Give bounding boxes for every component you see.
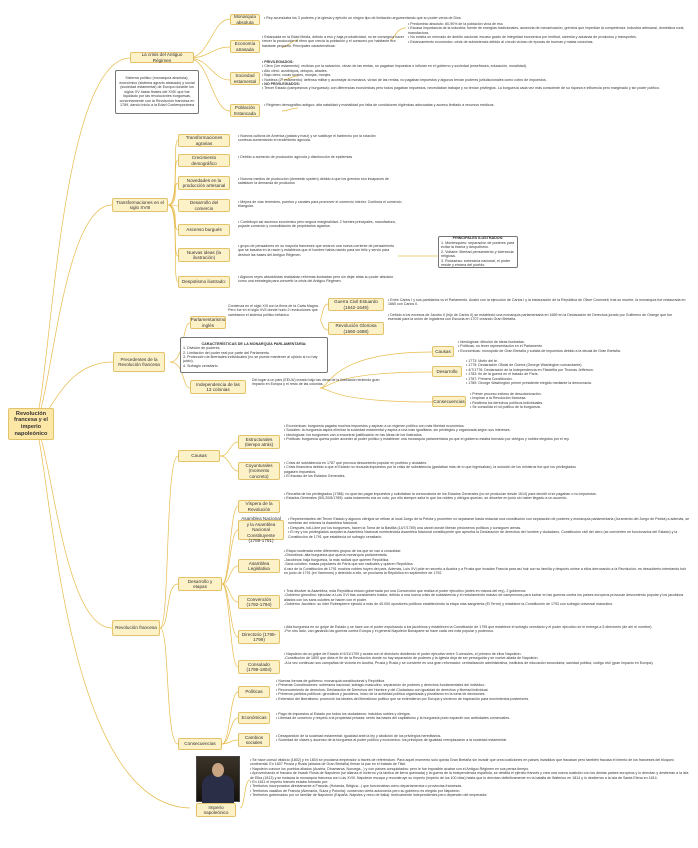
population-node[interactable]: Población Estancada [230, 104, 260, 117]
rev-causes-node[interactable]: Causas [178, 450, 220, 462]
stage-directory-node[interactable]: Directorio (1795-1799) [238, 630, 280, 644]
stage-consulate-text: • Napoleón da un golpe de Estado el 9/11/1799 y acaba con el directorio dividiendo el poder ejecutivo entre 3 cónsules, el primero de ellos Napoleón. -Constitución de 1800 que dicta el fin de la Revolución donde no hay separación de poderes y la Iglesia deja de ser perseguida y se vuelve aliada de Napoleón. -A la vez continúan sus campañas de victoria en Austria, Prusia y Rusia y se convierte en una gran reformador: centralización administrativa, institutos de educación secundaria, sanidad pública, código civil (gran impacto en Europa). [284, 652, 654, 665]
bourgeois-text: • Contribuyó así ascenso económico pero seguía marginalidad: 2 fuentes principales, manufactura, pujante comercio y consolidación de propietarios agrarios. [238, 220, 396, 229]
philosophers-box: PRINCIPALES ILUSTRADOS: 1. Montesquieu: separación de poderes para evitar la tiranía y despotismo. 2. Voltaire: libertad pensamiento y tolerancia religiosa. 3. Rousseau: soberanía nacional, el poder reside y emana del pueblo. [438, 236, 518, 268]
despotism-text: • Algunos reyes absolutistas realizaban reformas ilustradas pero sin dejar atrás su poder absoluto como una estrategia para convertir la crisis del Antiguo Régimen. [238, 275, 394, 284]
empire-node[interactable]: Imperio napoleónico [196, 803, 236, 817]
usa-causes-node[interactable]: Causas [432, 346, 454, 357]
stage-eve-node[interactable]: Víspera de la Revolución [238, 500, 280, 513]
political-text: • Nuevas formas de gobierno: monarquía constitucional y República. • Primeras Constituciones: soberanía nacional, sufragio masculino, separación de poderes y derechos fundamentales del individuo. • Reconocimiento de derechos: Declaración de Derechos del Hombre y del Ciudadano con igualdad de derechos y libertad individual. • Primeros partidos políticos: girondinos y jacobinos, inicio de la actividad política organizada y pluralismo en la toma de decisiones. • Extensión del liberalismo: promovió los ideales del liberalismo político que se extendieron por Europa y sirvieron de inspiración para movimientos posteriores. [276, 679, 530, 701]
artisan-text: • Nuevos medios de producción (domestic system) debido a que los gremios son incapaces de satisfacer la demanda de productos [238, 177, 389, 186]
usa-consequences-text: • Primer proceso exitoso de descolonización. • Inspiran a la Revolución francesa. • Reafirma los derechos políticos individuales. • Se consolida el rol político de la burguesía. [470, 392, 544, 410]
root-topic[interactable]: Revolución francesa y el imperio napoleónico [8, 408, 54, 440]
stage-legislative-node[interactable]: Asamblea Legislativa [238, 559, 280, 573]
demographic-node[interactable]: Crecimiento demográfico [178, 154, 230, 167]
demographic-text: • Debido a aumento de producción agrícola y disminución de epidemias [238, 155, 353, 159]
stage-convention-node[interactable]: Convención (1792-1794) [238, 595, 280, 609]
economy-features: • Predominio absoluto: 80-90% de la población vivía de eso • Escasa importancia de la industria; fuente de energías tradicionales, ausencia de mecanización, gremios que impedían la competencia. Industria artesanal, doméstica rural, manufactura. • No existía un mercado de ámbito nacional: escaso grado de integridad económica por lentitud, carestía y aduanas de productos y transportes. • Estancamiento económico: crisis de subsistencia debido al círculo vicioso de épocas de buenas y malas cosechas. [408, 22, 685, 44]
conjunctural-text: • Crisis de subsistencia en 1787 que provoca descontento popular en pueblos y ciudades. • Crisis financiera debido a que el Estado no recauda impuestos por la crisis de subsistencia (gastaban más de lo que ingresaban), la solución de los ministros fue que los privilegiados pagasen impuestos. • El fracaso de los Estados Generales. [284, 461, 576, 479]
social-changes-node[interactable]: Cambios sociales [238, 733, 270, 747]
revolution-node[interactable]: Revolución francesa [112, 620, 160, 636]
stage-directory-text: • Alta burguesía en un golpe de Estado y se hace con el poder expulsando a los jacobinos y establecen la Constitución de 1795 que establece el sufragio censitario y el poder ejecutivo se le entrega a 5 directores (de ahí el nombre). -Por otro lado, van ganando las guerras contra Europa y el general Napoleón Bonaparte se hace cada vez más popular y poderoso. [284, 625, 653, 634]
usa-text: Dió lugar a un país (EEUU) creado bajo las ideas de la ilustración teniendo gran impacto en Europa y el resto de las colonias. [252, 378, 380, 387]
rev-development-node[interactable]: Desarrollo y etapas [178, 577, 222, 591]
society-node[interactable]: Sociedad estamental [230, 72, 260, 85]
stage-eve-text: • Revuelta de los privilegiados (1788): no querían pagar impuestos y solicitaban la convocatoria de los Estados Generales (no se producían desde 1614) para decidir si se pagaban o no impuestos. • Estados Generales (5/5-20/6/1789): cada estamento era un voto, por ello siempre salía lo que los nobles y clérigos querían, se disuelve en junio sin haber llegado a un acuerdo. [284, 492, 597, 501]
rev-consequences-node[interactable]: Consecuencias [178, 738, 222, 750]
usa-development-text: • 1773: Motín del té. • 1775: Declaración Oficial de Guerra (George Washington comandante). • 4/7/1776: Declaración de la Independencia en Filadelfia por Thomas Jefferson. • 1783: fin de la guerra en el tratado de París. • 1787: Primera Constitución. • 1789: George Washington primer presidente elegido mediante la democracia. [466, 359, 594, 385]
agrarian-node[interactable]: Transformaciones agrarias [178, 134, 230, 147]
precedents-node[interactable]: Precedentes de la Revolución francesa [113, 352, 165, 372]
economic-node[interactable]: Económicas [238, 712, 270, 724]
stage-assembly-node[interactable]: Asamblea Nacional y la Asamblea Nacional Constituyente (1789-1791) [238, 520, 284, 540]
bourgeois-node[interactable]: Ascenso burgués [178, 224, 230, 236]
economy-node[interactable]: Economía atrasada [230, 40, 260, 53]
monarchy-node[interactable]: Monarquía absoluta [230, 14, 260, 25]
agrarian-text: • Nuevos cultivos de América (patata y maíz) y se sustituye el barbecho por la rotación continua aumentando el rendimiento agrícola. [238, 134, 376, 143]
parliamentarism-node[interactable]: Parlamentarismo inglés [190, 317, 226, 328]
glorious-text: • Debido a los excesos de Jacobo II (hijo de Carlos II) se estableció una monarquía parlamentaria en 1689 en la Declaración de Derechos jurado por Guillermo de Orange que fue esencial para la unión de Inglaterra con Escocia en 1707 creando Gran Bretaña. [388, 313, 673, 322]
economic-text: • Pago de impuestos al Estado por todos los ciudadanos: incluidos nobles y clérigos. • Libertad de comercio y respeto a la propiedad privada: sentó las bases del capitalismo y la burguesía pudo expandir sus actividades comerciales. [276, 712, 510, 721]
transformations-node[interactable]: Transformaciones en el siglo XVIII [112, 198, 168, 212]
stage-assembly-text: • Representantes del Tercer Estado y algunos clérigos se retiran al local Juego de la Pelota y prometen no separarse hasta redactar una constitución con separación de poderes y monarquía parlamentaria (Juramento del Juego de Pelota) a además, se nombran así mismos la Asamblea Nacional. • Después, toll-Libre por los burgueses, hacen la Toma de la Bastilla (14/7/1789) una cárcel donde liberan prisioneros políticos y consiguen armas. • El rey y los privilegiados aceptan la Asamblea Nacional nombrándola Asamblea Nacional constituyente que aprueba la Declaración de derechos del hombre y ciudadano, Constitución civil del clero (se convierten en funcionarios del Estado) y la Constitución de 1791 que establecía un sufragio censitario. [288, 517, 690, 539]
stage-convention-text: • Tras disolver la Asamblea, esta República estuvo gobernada por una Convención que realiza el poder ejecutivo (antes en manos del rey), 2 gobiernos: -Gobierno girondino: ejecutan a Luis XVI tras considerarlo traidor, debido a una nueva crisis de subsistencia y el reclutamiento masivo de campesinos para luchar en las guerras contra los países europeos provocan descontento popular y los jacobinos aliados con los sans culottes se hacen con el poder. -Gobierno Jacobino: su líder Robespierre ejecutó a más de 40.000 opositores políticos estableciendo la etapa más sangrienta (El Terror) y establece la Constitución de 1793 con sufragio universal masculino. [284, 589, 684, 607]
civil-war-text: • Entre Carlos I y sus partidarios vs el Parlamento. Acabó con la ejecución de Carlos I y la instauración de la República de Oliver Cromwell; tras su muerte, la monarquía fue restaurada en 1660 con Carlos II. [388, 298, 686, 307]
monarchy-text: • Rey acumulaba los 3 poderes y la iglesia y ejércitó un ningún tipo de limitación argumentando que su poder venía de Dios. [264, 16, 462, 20]
social-changes-text: • Desaparición de la sociedad estamental: igualdad ante la ley y abolición de los privilegios hereditarios. • Sociedad de clases y ascenso de la burguesía al poder político y económico: los principios de igualdad reemplazaron a la sociedad estamental. [276, 734, 507, 743]
usa-development-node[interactable]: Desarrollo [432, 366, 462, 377]
enlightenment-node[interactable]: Nuevas ideas (la ilustración) [178, 248, 230, 262]
structural-node[interactable]: Estructurales (tiempo atrás) [238, 435, 280, 449]
parliamentarism-text: Comienza en el siglo XIII con la firma de la Carta Magna. Pero fue en el siglo XVII donde hubo 2 revoluciones que cambiaron el sistema político británico [228, 304, 319, 317]
usa-causes-text: • Ideológicas: difusión de ideas ilustradas. • Políticas: no tener representación en el Parlamento • Económicas: monopolio de Gran Bretaña y subida de impuestos debido a la deuda de Gran Bretaña. [458, 340, 621, 353]
political-node[interactable]: Políticas [238, 686, 270, 698]
napoleon-portrait [196, 756, 240, 802]
civil-war-node[interactable]: Guerra Civil Estuardo (1642-1649) [328, 298, 384, 311]
society-text: • PRIVILEGIADOS: • Clero (1er estamento): recibían por la salvación, vivían de las rentas, no pagaban impuestos e influían en el gobierno y sociedad (enseñanza, educación, moralidad). • Alto clero: arzobispos, obispos, abades. • Bajo clero: curas rurales, monjas, monjes. • Nobleza (2º estamento): defensa militar y aconsejar al monarca, vivían de las rentas, no pagaban impuestos y algunos tenían poderes jurisdiccionales como cobro de impuestos. • NO PRIVILEGIADOS: • Tercer Estado (campesinos y burguesía): con diferencias económicas pero todos pagaban impuestos, necesitaban trabajar y no tenían privilegios. La burguesía cada vez más consciente de su riqueza e influencia pero marginado y sin poder político. [262, 60, 660, 91]
stage-legislative-text: • Etapa moderada entre diferentes grupos de los que se van a consolidar: -Girondinos: alta burguesía que quería monarquía parlamentaria. -Jacobinos: baja burguesía, la más radical que quieren República. -Sans culottes: masas populares de París que son radicales y quieren República. A raíz de la Constitución de 1791 muchos nobles huyen del país. Además, Luis XVI pide en secreto a Austria y a Prusia que invadan Francia para así huir con su familia y después unirse a ellos derrocando a la Revolución, es descubierto intentando huir en junio de 1791 (en Varennes) y detenido a ello, se proclama la República en septiembre de 1792. [284, 549, 687, 575]
conjunctural-node[interactable]: Coyunturales (momento concreto) [238, 462, 280, 480]
commerce-node[interactable]: Desarrollo del comercio [178, 199, 230, 212]
parliamentary-characteristics: CARACTERÍSTICAS DE LA MONARQUÍA PARLAMENTARIA: 1. División de poderes. 2. Limitación del poder real por parte del Parlamento. 3. Protección de libertades individuales (no se puede mantener al ojiricto si no hay juicio). 4. Sufragio censitario [180, 337, 328, 373]
enlightenment-text: • grupo de pensadores en su mayoría franceses que crearon una nueva corriente de pensamiento que se basaba en la razón y establecía que el hombre había nacido para ser feliz y servió para destruir las bases del Antiguo Régimen. [238, 244, 395, 257]
stage-consulate-node[interactable]: Consulado (1799-1804) [238, 660, 280, 674]
economy-text: • Estancada en la Edad Media, debido a eso y baja productividad, no se conseguía hacer crecer la producción al ritmo que crecía la población y el consumo por habitante era bastante pequeño. Principales características: [262, 35, 405, 48]
glorious-node[interactable]: Revolución Gloriosa (1660-1688) [328, 322, 384, 335]
crisis-definition: Sistema político (monarquía absoluta), económico (sistema agrario atrasado) y social (sociedad estamental) de Europa durante los siglos XV hasta finales del XVIII que fue liquidado por las revoluciones burguesas, concretamente con la Revolución francesa en 1789, dando inicio a la Edad Contemporánea [115, 70, 199, 114]
usa-node[interactable]: Independencia de las 13 colonias [190, 380, 246, 394]
crisis-node[interactable]: La crisis del Antiguo Régimen [130, 52, 194, 63]
despotism-node[interactable]: Despotismo ilustrado: [178, 276, 230, 288]
population-text: • Régimen demográfico antiguo: alta natalidad y mortalidad por falta de condiciones higiénicas adecuadas y acceso limitado a recursos médicos. [264, 103, 495, 107]
structural-text: • Económicas: burguesía pagaba muchos impuestos y aspiran a un régimen político con más libertad económica. • Sociales: la burguesía aspira eliminar la sociedad estamental y aspira a una más igualitaria, sin privilegios y organizada según sus intereses. • Ideológicas: los burgueses van a encontrar justificación en las ideas de los ilustrados. • Políticas: burguesía quería poder acceder al poder político y establecer una monarquía parlamentaria ya que el gobierno estaba formado por clérigos y nobles elegidos por el rey. [284, 424, 570, 442]
artisan-node[interactable]: Novedades en la producción artesanal [178, 176, 230, 190]
commerce-text: • Mejora de vías terrestres, puertos y canales para promover el comercio interior. Continúa el comercio triangular. [238, 200, 402, 209]
empire-text: • Se hace cónsul vitalicio (1802) y en 1804 se proclama emperador a través de referéndum. Para aquel momento solo queda Gran Bretaña sin invadir que crea coaliciones en países invadidos que fracasan pero también fracasa el intento de los franceses del bloqueo continental. En 1807 Prusia y Rusia (aliados de Gran Bretaña) firman la paz en el tratado de Tilsit. • Napoleón conoce los pueblos aliados (Austria, Dinamarca, Noruega...) y con países conquistados: pero le fue imposible acabar con el Antiguo Régimen en sus pensa tiempo. • Aprovechando el fracaso de invadir Rusia de Napoleón (se alianza el invierno y la táctica de tierra quemada) y la guerra de la independencia española, se debilita el ejército francés y crea una nueva coalición con los demás países europeos y lo derrotan y destierran a la isla de Elba (1813) y se instaura la monarquía francesa con Luis XVIII. Napoleón escapa y reconstruye su imperio (imperio de los 100 días) hasta que lo derrotan definitivamente en la batalla de Waterloo en 1814 y lo destierran a la isla de Santa Elena en 1814. • En 1811 el Imperio francés estaba formado por: • Territorios incorporados directamente a Francia: (Holanda, Bélgica...) que funcionaban como departamentos o provincias francesas. • Territorios vasallos de Francia (Alemania, Suiza y Polonia): conservan cierta autonomía pero su gobierno es elegido por Napoleón. • Territorios gobernados por un familiar de Napoleón (España, Nápoles y reino de Italia): teóricamente independientes pero dependen del emperador. [250, 758, 689, 797]
usa-consequences-node[interactable]: Consecuencias [432, 396, 466, 407]
